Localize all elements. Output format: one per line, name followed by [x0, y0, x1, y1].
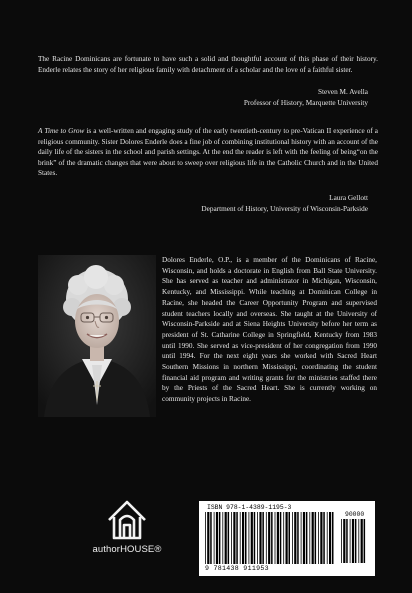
- price-code: 90000: [345, 511, 365, 518]
- barcode-bar: [318, 512, 319, 564]
- barcode-bar: [320, 512, 322, 564]
- barcode-bar: [249, 512, 250, 564]
- barcode-bar: [294, 512, 296, 564]
- barcode-bar: [358, 519, 359, 563]
- barcode-bar: [346, 519, 348, 563]
- barcode-bar: [303, 512, 305, 564]
- review-2-text: is a well-written and engaging study of the early twentieth-century to pre-Vatican II experience of a religious community. Sister Dolores Enderle does a fine job of combining institutional history with an account of the daily life of the sisters in the school and parish settings. At the end the reader is left with the feeling of being“on the brink” of the dramatic changes that were about to sweep over religious life in the Catholic Church and in the United States.: [38, 127, 378, 178]
- barcode-bar: [225, 512, 227, 564]
- barcode-bar: [245, 512, 247, 564]
- barcode-bar: [289, 512, 291, 564]
- review-quote-2: [38, 126, 378, 179]
- barcode-bar: [275, 512, 276, 564]
- house-icon: [106, 498, 148, 542]
- barcode-bar: [231, 512, 232, 564]
- barcode-bar: [268, 512, 270, 564]
- barcode-bar: [277, 512, 279, 564]
- barcode-bar: [251, 512, 253, 564]
- barcode-bar: [297, 512, 299, 564]
- review-1-text: The Racine Dominicans are fortunate to have such a solid and thoughtful account of this phase of their history. Enderle relates the story of her religious family with detachment of a scholar and the love of a faithful sister.: [38, 55, 378, 74]
- barcode-bar: [242, 512, 244, 564]
- barcode-bars: [205, 512, 337, 567]
- barcode-digits: 9 781438 911953: [205, 565, 269, 572]
- review-2-name: Laura Gellott: [329, 194, 368, 202]
- barcode-bar: [323, 512, 325, 564]
- barcode-bar: [222, 512, 223, 564]
- barcode-bar: [214, 512, 215, 564]
- barcode-bar: [341, 519, 342, 563]
- barcode-bar: [309, 512, 310, 564]
- review-2-title: Department of History, University of Wisconsin-Parkside: [201, 204, 368, 213]
- barcode-bar: [286, 512, 288, 564]
- barcode-bar: [329, 512, 331, 564]
- barcode-bar: [216, 512, 218, 564]
- review-1-title: Professor of History, Marquette University: [243, 98, 368, 107]
- author-bio-text: Dolores Enderle, O.P., is a member of the Dominicans of Racine, Wisconsin, and holds a doctorate in English from Ball State University. She has served as teacher and administrator in Michigan, Wisconsin, Kentucky, and Mississippi. While teaching at Dominican College in Racine, she headed the Career Opportunity Program and supervised student teachers locally and overseas. She taught at the University of Wisconsin-Parkside and at Siena Heights University before her term as president of St. Catharine College in Springfield, Kentucky from 1983 until 1990. She served as vice-president of her congregation from 1990 until 1994. For the next eight years she worked with Sacred Heart Southern Missions in northern Mississippi, coordinating the student financial aid program and writing grants for the ministries staffed there by the Priests of the Sacred Heart. She is currently working on community projects in Racine.: [162, 256, 377, 404]
- review-2-attribution: [201, 193, 368, 215]
- barcode-bar: [327, 512, 328, 564]
- barcode-bar: [259, 512, 261, 564]
- barcode-bar: [266, 512, 267, 564]
- barcode-bar: [364, 519, 366, 563]
- barcode-bar: [210, 512, 212, 564]
- barcode-bar: [355, 519, 357, 563]
- review-1-name: Steven M. Avella: [317, 88, 368, 96]
- isbn-barcode: [199, 501, 375, 576]
- barcode-bar: [350, 519, 351, 563]
- barcode-bar: [332, 512, 334, 564]
- barcode-bar: [205, 512, 206, 564]
- review-quote-1: [38, 54, 378, 75]
- barcode-bar: [343, 519, 345, 563]
- barcode-bar: [306, 512, 308, 564]
- author-bio: [38, 255, 377, 419]
- barcode-bar: [361, 519, 363, 563]
- barcode-bar: [283, 512, 284, 564]
- barcode-bar: [219, 512, 221, 564]
- barcode-bar: [280, 512, 282, 564]
- barcode-bar: [228, 512, 230, 564]
- barcode-bar: [240, 512, 241, 564]
- barcode-bar: [312, 512, 314, 564]
- publisher-logo: [88, 498, 166, 564]
- barcode-bar: [301, 512, 302, 564]
- barcode-bar: [271, 512, 273, 564]
- barcode-bar: [254, 512, 256, 564]
- publisher-name: authorHOUSE®: [92, 544, 162, 555]
- isbn-label: ISBN 978-1-4389-1195-3: [207, 504, 292, 511]
- review-1-attribution: [244, 87, 368, 109]
- barcode-bar: [236, 512, 238, 564]
- barcode-addon-bars: [341, 519, 369, 565]
- barcode-bar: [233, 512, 235, 564]
- barcode-bar: [292, 512, 293, 564]
- barcode-bar: [315, 512, 317, 564]
- barcode-bar: [262, 512, 264, 564]
- barcode-bar: [207, 512, 209, 564]
- book-title: A Time to Grow: [38, 127, 85, 135]
- barcode-bar: [257, 512, 258, 564]
- barcode-bar: [352, 519, 354, 563]
